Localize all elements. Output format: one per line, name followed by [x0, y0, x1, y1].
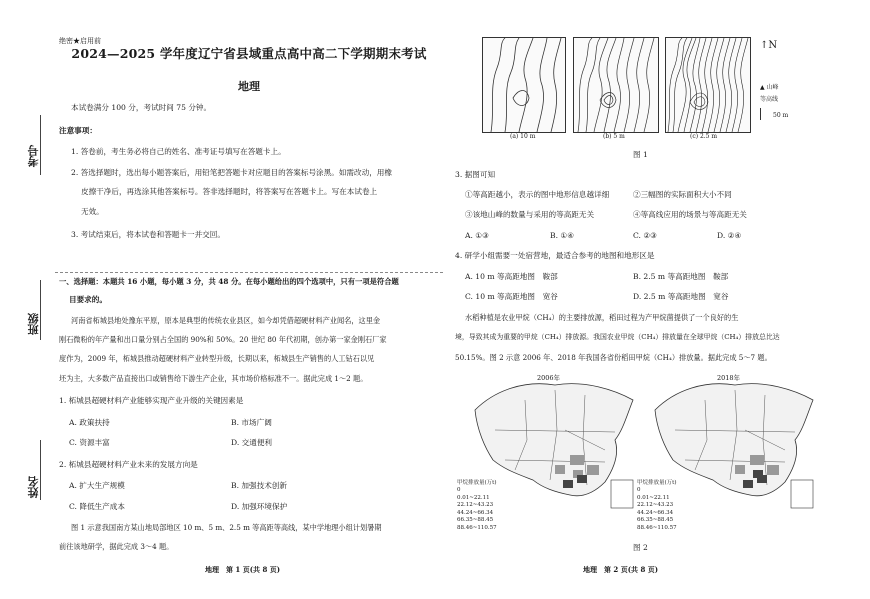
- intro-text: 本试卷满分 100 分，考试时间 75 分钟。: [71, 103, 212, 112]
- q2-option-c: C. 降低生产成本: [69, 502, 125, 511]
- passage-2-line-2: 境，导致其成为重要的甲烷（CH₄）排放源。我国农业甲烷（CH₄）排放量在全球甲烷（CH₄）排放总比达: [455, 333, 780, 341]
- fig1-intro-2: 前往该地研学，据此完成 3～4 题。: [59, 542, 174, 551]
- topo-map-10m: [482, 37, 566, 133]
- class-label: 班级: [27, 313, 40, 335]
- q3-option-c: C. ②③: [633, 231, 657, 240]
- question-4: 4. 研学小组需要一处宿营地，最适合参考的地图和地形区是: [455, 251, 655, 260]
- legend-item-3: 44.24~66.34: [457, 509, 494, 516]
- scale-bar: [760, 108, 761, 120]
- q4-option-c: C. 10 m 等高距地图 宽谷: [465, 292, 558, 301]
- passage-line-4: 坯为主，大多数产品直接出口或销售给下游生产企业，其市场价格标准不一。据此完成 1～2 题。: [59, 374, 368, 383]
- legend-2018-item-0: 0: [637, 487, 641, 494]
- q1-option-b: B. 市场广阔: [231, 418, 272, 427]
- page-1: [55, 0, 443, 599]
- q3-option-a: A. ①③: [465, 231, 489, 240]
- q2-option-a: A. 扩大生产规模: [69, 481, 125, 490]
- legend-2018-item-1: 0.01~22.11: [637, 494, 670, 501]
- q1-option-d: D. 交通便利: [231, 438, 273, 447]
- q3-option-d: D. ②④: [717, 231, 742, 240]
- exam-number-label: 考号: [27, 145, 40, 167]
- passage-line-2: 刚石微粉的年产量和出口量分别占全国的 90%和 50%。20 世纪 80 年代初期，创办第一家金刚石厂家: [59, 335, 387, 344]
- map-legend-2018: [637, 480, 677, 532]
- section-heading: 一、选择题：本题共 16 小题，每小题 3 分，共 48 分。在每小题给出的四个选项中，只有一项是符合题: [59, 277, 399, 286]
- q4-option-b: B. 2.5 m 等高距地图 鞍部: [633, 272, 729, 281]
- legend-item-1: 0.01~22.11: [457, 494, 490, 501]
- topo-label-5m: (b) 5 m: [603, 133, 625, 140]
- map-legend-title-2018: 甲烷排放量(万t): [637, 480, 677, 486]
- confidential-mark: 绝密★启用前: [59, 37, 101, 45]
- legend-contour: 等高线: [760, 96, 779, 103]
- map-legend: [457, 480, 497, 532]
- legend-2018-item-2: 22.12~43.23: [637, 502, 674, 509]
- subject-title: 地理: [238, 80, 260, 93]
- notice-2: 2. 答选择题时，选出每小题答案后，用铅笔把答题卡对应题目的答案标号涂黑。如需改动，用橡: [71, 168, 392, 177]
- topo-map-5m: [573, 37, 659, 133]
- figure-2-caption: 图 2: [633, 543, 648, 552]
- q3-item-2: ②三幅图的实际面积大小不同: [633, 190, 732, 199]
- figure-1-caption: 图 1: [633, 150, 648, 159]
- notice-heading: 注意事项：: [59, 126, 97, 135]
- q4-option-a: A. 10 m 等高距地图 鞍部: [465, 272, 558, 281]
- notice-1: 1. 答卷前，考生务必将自己的姓名、准考证号填写在答题卡上。: [71, 147, 286, 156]
- section-divider: [55, 272, 443, 273]
- q3-option-b: B. ①④: [550, 231, 575, 240]
- page-2-footer: 地理 第 2 页(共 8 页): [583, 565, 659, 574]
- question-3: 3. 据图可知: [455, 170, 496, 179]
- legend-2018-item-4: 66.35~88.45: [637, 517, 674, 524]
- passage-line-3: 度作为，2009 年，柘城县推动超硬材料产业转型升级，长期以来，柘城县生产销售的人工钻石以见: [59, 354, 375, 363]
- class-line: [40, 280, 41, 340]
- legend-item-2: 22.12~43.23: [457, 502, 494, 509]
- topo-map-2-5m: [665, 37, 751, 133]
- legend-scale: 50 m: [773, 112, 789, 119]
- name-line: [40, 440, 41, 500]
- notice-2-cont: 皮擦干净后，再选涂其他答案标号。答非选择题时，将答案写在答题卡上。写在本试卷上: [81, 187, 378, 196]
- passage-line-1: 河南省柘城县地处豫东平原，原本是典型的传统农业县区，如今却凭借超硬材料产业闻名，这里金: [71, 316, 381, 325]
- legend-item-0: 0: [457, 487, 461, 494]
- fig1-intro-1: 图 1 示意我国南方某山地局部地区 10 m、5 m、2.5 m 等高距等高线，某中学地理小组计划暑期: [71, 523, 382, 532]
- topo-label-10m: (a) 10 m: [510, 133, 536, 140]
- q2-option-b: B. 加强技术创新: [231, 481, 287, 490]
- q1-option-c: C. 资源丰富: [69, 438, 110, 447]
- notice-2-end: 无效。: [81, 207, 104, 216]
- legend-peak: ▲ 山峰: [760, 84, 779, 91]
- exam-number-line: [40, 115, 41, 175]
- north-arrow-icon: ↑N: [760, 40, 778, 51]
- q4-option-d: D. 2.5 m 等高距地图 宽谷: [633, 292, 729, 301]
- exam-title: 2024—2025 学年度辽宁省县域重点高中高二下学期期末考试: [71, 46, 427, 61]
- q2-option-d: D. 加强环境保护: [231, 502, 288, 511]
- page-2: [455, 0, 860, 599]
- map-year-2018: 2018年: [717, 374, 741, 382]
- section-heading-cont: 目要求的。: [69, 295, 107, 304]
- passage-2-line-3: 50.15%。图 2 示意 2006 年、2018 年我国各省份稻田甲烷（CH₄）排放量。据此完成 5～7 题。: [455, 353, 772, 362]
- q3-item-4: ④等高线应用的场景与等高距无关: [633, 210, 747, 219]
- binding-sidebar: [0, 0, 46, 599]
- notice-3: 3. 考试结束后，将本试卷和答题卡一并交回。: [71, 230, 225, 239]
- legend-item-4: 66.35~88.45: [457, 517, 494, 524]
- legend-2018-item-5: 88.46~110.57: [637, 524, 677, 531]
- q1-option-a: A. 政策扶持: [69, 418, 110, 427]
- q3-item-1: ①等高距越小，表示的图中地形信息越详细: [465, 190, 610, 199]
- question-1: 1. 柘城县超硬材料产业能够实现产业升级的关键因素是: [59, 396, 244, 405]
- page-1-footer: 地理 第 1 页(共 8 页): [205, 565, 281, 574]
- topo-label-2-5m: (c) 2.5 m: [690, 133, 718, 140]
- legend-item-5: 88.46~110.57: [457, 524, 497, 531]
- map-year-2006: 2006年: [537, 374, 561, 382]
- map-legend-title: 甲烷排放量(万t): [457, 480, 497, 486]
- name-label: 姓名: [27, 476, 40, 498]
- legend-2018-item-3: 44.24~66.34: [637, 509, 674, 516]
- q3-item-3: ③该地山峰的数量与采用的等高距无关: [465, 210, 595, 219]
- passage-2-line-1: 水稻种植是农业甲烷（CH₄）的主要排放源，稻田过程为产甲烷菌提供了一个良好的生: [465, 313, 739, 322]
- question-2: 2. 柘城县超硬材料产业未来的发展方向是: [59, 460, 198, 469]
